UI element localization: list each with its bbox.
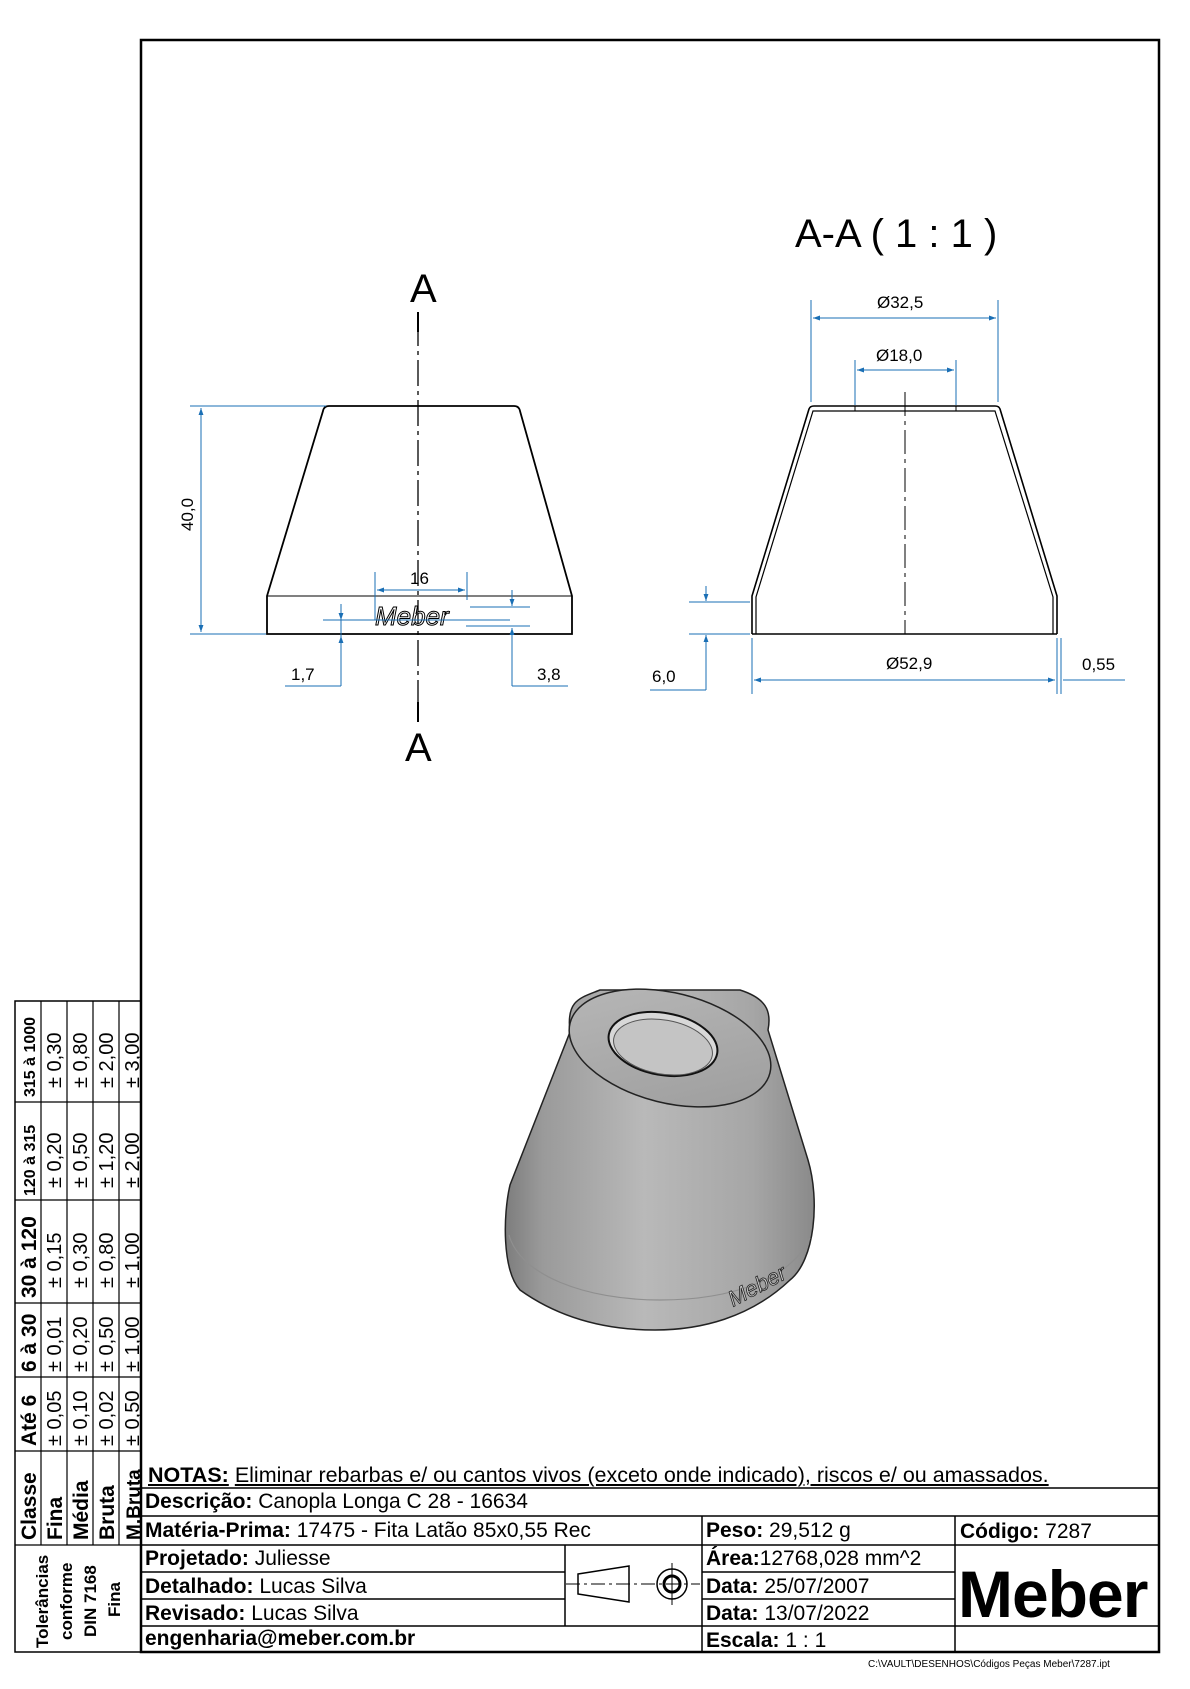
tol-bruta-30-120: ± 0,80 <box>96 1232 118 1288</box>
area-row <box>706 1546 921 1572</box>
tol-mbruta-30-120: ± 1,00 <box>122 1232 144 1288</box>
wall-thickness: 0,55 <box>1082 655 1116 674</box>
materia-value: 17475 - Fita Latão 85x0,55 Rec <box>296 1519 591 1542</box>
tol-media-120-315: ± 0,50 <box>70 1132 92 1188</box>
materia-label: Matéria-Prima: <box>145 1519 291 1542</box>
section-letter-top: A <box>410 267 437 311</box>
tol-footer-1: Tolerâncias <box>33 1554 52 1648</box>
tol-class-bruta: Bruta <box>96 1485 119 1540</box>
iso-engraving: Meber <box>723 1260 791 1312</box>
top-inner-diameter: Ø18,0 <box>876 346 923 365</box>
company-logo: Meber <box>958 1557 1148 1631</box>
tolerance-table <box>15 1001 145 1652</box>
section-letter-bottom: A <box>405 726 432 770</box>
front-view-outline <box>267 406 572 634</box>
area-label: Área: <box>706 1547 760 1570</box>
offset-1-dimension: 1,7 <box>291 665 315 684</box>
height-dimension: 40,0 <box>178 497 197 531</box>
data2-value: 13/07/2022 <box>764 1602 870 1625</box>
logo-width-dimension: 16 <box>410 569 429 588</box>
projetado-label: Projetado: <box>145 1547 249 1570</box>
tol-fina-120-315: ± 0,20 <box>44 1132 66 1188</box>
tol-media-ate6: ± 0,10 <box>70 1390 92 1446</box>
tol-mbruta-120-315: ± 2,00 <box>122 1132 144 1188</box>
email-row <box>145 1626 415 1652</box>
tol-fina-315-1000: ± 0,30 <box>44 1032 66 1088</box>
tol-footer-2: conforme <box>57 1562 76 1640</box>
notes-row <box>148 1462 1049 1488</box>
codigo-row <box>960 1519 1092 1545</box>
revisado-value: Lucas Silva <box>251 1602 359 1625</box>
data1-value: 25/07/2007 <box>764 1575 870 1598</box>
peso-label: Peso: <box>706 1519 764 1542</box>
projection-symbol <box>566 1563 700 1605</box>
data2-row <box>706 1601 869 1627</box>
tol-header-ate-6: Até 6 <box>18 1394 41 1446</box>
tol-class-media: Média <box>70 1480 93 1540</box>
descricao-row <box>145 1489 528 1515</box>
offset-2-dimension: 3,8 <box>537 665 561 684</box>
escala-value: 1 : 1 <box>785 1629 827 1652</box>
section-title: A-A ( 1 : 1 ) <box>795 212 998 256</box>
descricao-label: Descrição: <box>145 1490 253 1513</box>
tol-bruta-6-30: ± 0,50 <box>96 1316 118 1372</box>
tol-class-mbruta: M.Bruta <box>124 1469 145 1540</box>
descricao-value: Canopla Longa C 28 - 16634 <box>258 1490 528 1513</box>
tol-footer-4: Fina <box>105 1582 124 1617</box>
section-view <box>650 293 1125 694</box>
data2-label: Data: <box>706 1602 759 1625</box>
tol-header-classe: Classe <box>18 1472 41 1540</box>
codigo-value: 7287 <box>1045 1520 1092 1543</box>
peso-row <box>706 1518 851 1544</box>
tol-mbruta-ate6: ± 0,50 <box>122 1390 144 1446</box>
data1-row <box>706 1574 869 1600</box>
file-path: C:\VAULT\DESENHOS\Códigos Peças Meber\7287.ipt <box>868 1659 1110 1670</box>
projetado-row <box>145 1546 331 1572</box>
detalhado-value: Lucas Silva <box>259 1575 367 1598</box>
top-outer-diameter: Ø32,5 <box>877 293 924 312</box>
revisado-label: Revisado: <box>145 1602 246 1625</box>
detalhado-label: Detalhado: <box>145 1575 254 1598</box>
notes-text: Eliminar rebarbas e/ ou cantos vivos (exceto onde indicado), riscos e/ ou amassados. <box>234 1463 1049 1487</box>
escala-label: Escala: <box>706 1629 780 1652</box>
email: engenharia@meber.com.br <box>145 1627 416 1650</box>
isometric-view <box>505 970 814 1330</box>
area-value: 12768,028 mm^2 <box>759 1547 922 1570</box>
tol-bruta-ate6: ± 0,02 <box>96 1390 118 1446</box>
tol-bruta-315-1000: ± 2,00 <box>96 1032 118 1088</box>
projetado-value: Juliesse <box>254 1547 331 1570</box>
escala-row <box>706 1628 826 1654</box>
peso-value: 29,512 g <box>769 1519 851 1542</box>
tol-header-6-30: 6 à 30 <box>18 1313 41 1372</box>
bottom-diameter: Ø52,9 <box>886 654 933 673</box>
materia-row <box>145 1518 591 1544</box>
tol-header-315-1000: 315 à 1000 <box>22 1016 39 1097</box>
detalhado-row <box>145 1574 367 1600</box>
tol-fina-30-120: ± 0,15 <box>44 1232 66 1288</box>
tol-footer-3: DIN 7168 <box>81 1565 100 1637</box>
notes-label: NOTAS: <box>148 1463 229 1487</box>
revisado-row <box>145 1601 359 1627</box>
tol-media-315-1000: ± 0,80 <box>70 1032 92 1088</box>
tol-mbruta-315-1000: ± 3,00 <box>122 1032 144 1088</box>
tol-fina-ate6: ± 0,05 <box>44 1390 66 1446</box>
tol-mbruta-6-30: ± 1,00 <box>122 1316 144 1372</box>
tol-bruta-120-315: ± 1,20 <box>96 1132 118 1188</box>
tol-fina-6-30: ± 0,01 <box>44 1316 66 1372</box>
drawing-frame <box>141 40 1159 1652</box>
tol-media-6-30: ± 0,20 <box>70 1316 92 1372</box>
tol-header-30-120: 30 à 120 <box>18 1216 41 1298</box>
tol-class-fina: Fina <box>44 1496 67 1540</box>
front-view <box>178 267 572 770</box>
tol-header-120-315: 120 à 315 <box>22 1124 39 1196</box>
front-engraving: Meber <box>375 601 449 631</box>
tol-media-30-120: ± 0,30 <box>70 1232 92 1288</box>
rim-height: 6,0 <box>652 667 676 686</box>
codigo-label: Código: <box>960 1520 1040 1543</box>
data1-label: Data: <box>706 1575 759 1598</box>
